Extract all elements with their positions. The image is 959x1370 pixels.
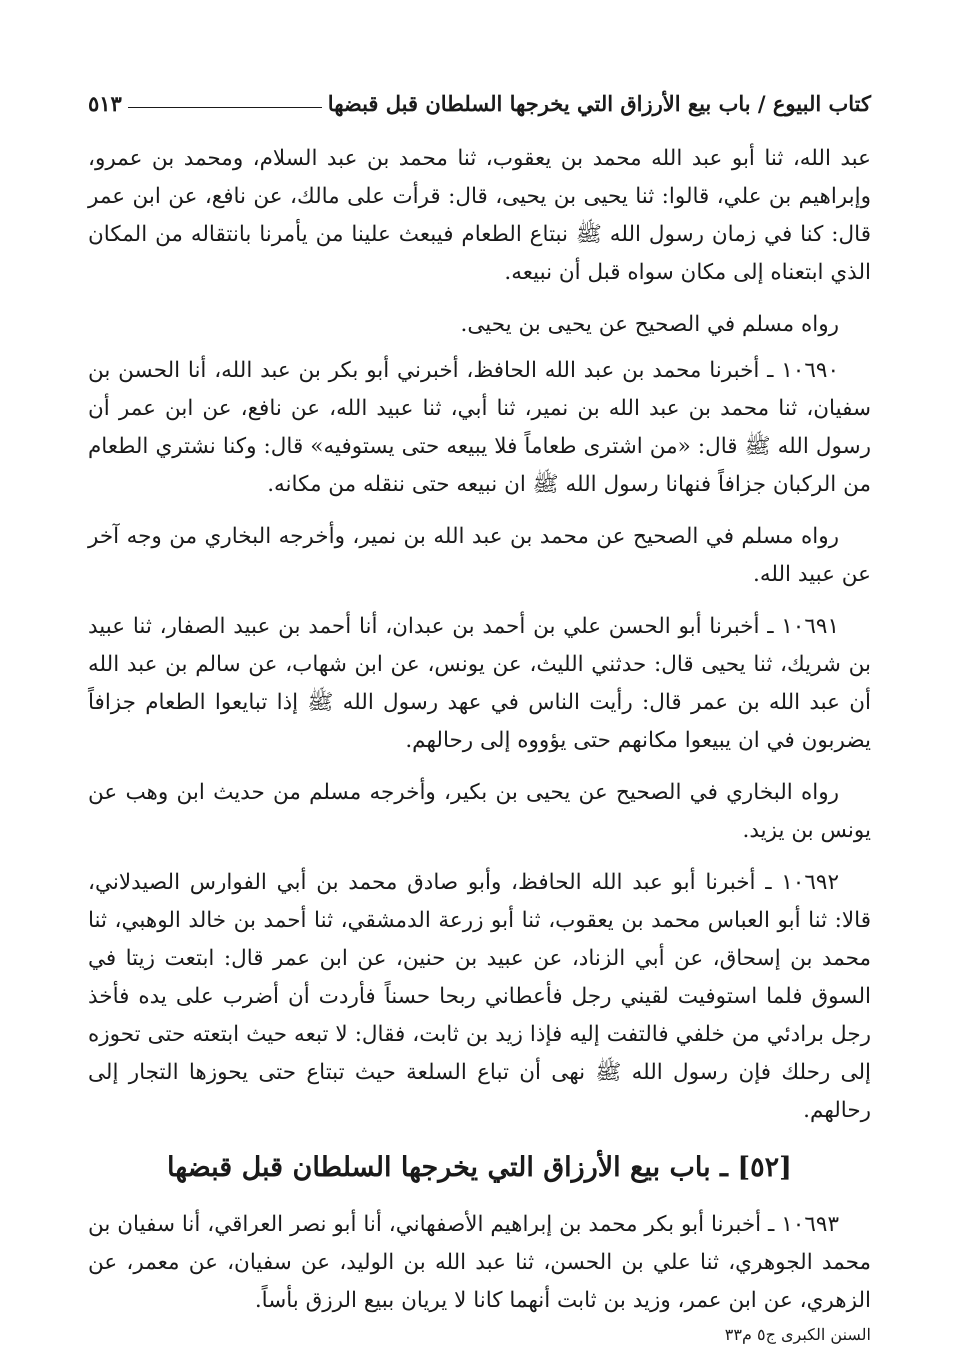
paragraph-narration-note: رواه البخاري في الصحيح عن يحيى بن بكير، وأخرجه مسلم من حديث ابن وهب عن يونس بن يزيد.: [88, 780, 871, 843]
paragraph-continuation: عبد الله، ثنا أبو عبد الله محمد بن يعقوب، ثنا محمد بن عبد السلام، ومحمد بن عمرو، وإبراهيم بن علي، قالوا: ثنا يحيى بن يحيى، قال: قرأت على مالك، عن نافع، عن ابن عمر قال: كنا في زمان رسول الله ﷺ نبتاع الطعام فيبعث علينا من يأمرنا بانتقاله من المكان الذي ابتعناه إلى مكان سواه قبل أن نبيعه.: [88, 146, 871, 285]
paragraph-narration-note: رواه مسلم في الصحيح عن يحيى بن يحيى.: [460, 312, 839, 337]
paragraph-hadith-10691: ١٠٦٩١ ـ أخبرنا أبو الحسن علي بن أحمد بن عبدان، أنا أحمد بن عبيد الصفار، ثنا عبيد بن شريك، ثنا يحيى قال: حدثني الليث، عن يونس، عن ابن شهاب، عن سالم بن عبد الله أن عبد الله بن عمر قال: رأيت الناس في عهد رسول الله ﷺ إذا تبايعوا الطعام جزافاً يضربون في ان يبيعوا مكانهم حتى يؤووه إلى رحالهم.: [88, 614, 871, 753]
footer-signature: السنن الكبرى ج٥ م٣٣: [724, 1325, 871, 1344]
paragraph-hadith-10692: ١٠٦٩٢ ـ أخبرنا أبو عبد الله الحافظ، وأبو صادق محمد بن أبي الفوارس الصيدلاني، قالا: ثنا أبو العباس محمد بن يعقوب، ثنا أبو زرعة الدمشقي، ثنا أحمد بن خالد الوهبي، ثنا محمد بن إسحاق، عن أبي الزناد، عن عبيد بن حنين، عن ابن عمر قال: ابتعت زيتا في السوق فلما استوفيت لقيني رجل فأعطاني ربحا حسناً فأردت أن أضرب على يده فأخذ رجل برادئي من خلفي فالتفت إليه فإذا زيد بن ثابت، فقال: لا تبعه حيث ابتعته حتى تحوزه إلى رحلك فإن رسول الله ﷺ نهى أن تباع السلعة حيث تبتاع حتى يحوزها التجار إلى رحالهم.: [88, 870, 871, 1123]
paragraph-hadith-10690: ١٠٦٩٠ ـ أخبرنا محمد بن عبد الله الحافظ، أخبرني أبو بكر بن عبد الله، أنا الحسن بن سفيان، ثنا محمد بن عبد الله بن نمير، ثنا أبي، ثنا عبيد الله، عن نافع، عن ابن عمر أن رسول الله ﷺ قال: «من اشترى طعاماً فلا يبيعه حتى يستوفيه» قال: وكنا نشتري الطعام من الركبان جزافاً فنهانا رسول الله ﷺ ان نبيعه حتى ننقله من مكانه.: [88, 358, 871, 497]
page-number: ٥١٣: [88, 91, 122, 116]
section-heading: [٥٢] ـ باب بيع الأرزاق التي يخرجها السلطان قبل قبضها: [167, 1152, 792, 1183]
paragraph-narration-note: رواه مسلم في الصحيح عن محمد بن عبد الله بن نمير، وأخرجه البخاري من وجه آخر عن عبيد الله.: [88, 524, 871, 587]
running-header-title: كتاب البيوع / باب بيع الأرزاق التي يخرجها السلطان قبل قبضها: [327, 91, 871, 116]
running-header: [88, 84, 871, 120]
main-text: [88, 140, 871, 1334]
paragraph-hadith-10693: ١٠٦٩٣ ـ أخبرنا أبو بكر محمد بن إبراهيم الأصفهاني، أنا أبو نصر العراقي، أنا سفيان بن محمد الجوهري، ثنا علي بن الحسن، ثنا عبد الله بن الوليد، عن سفيان، عن معمر، عن الزهري، عن ابن عمر، وزيد بن ثابت أنهما كانا لا يريان ببيع الرزق بأساً.: [88, 1212, 871, 1313]
header-rule: [128, 107, 322, 108]
